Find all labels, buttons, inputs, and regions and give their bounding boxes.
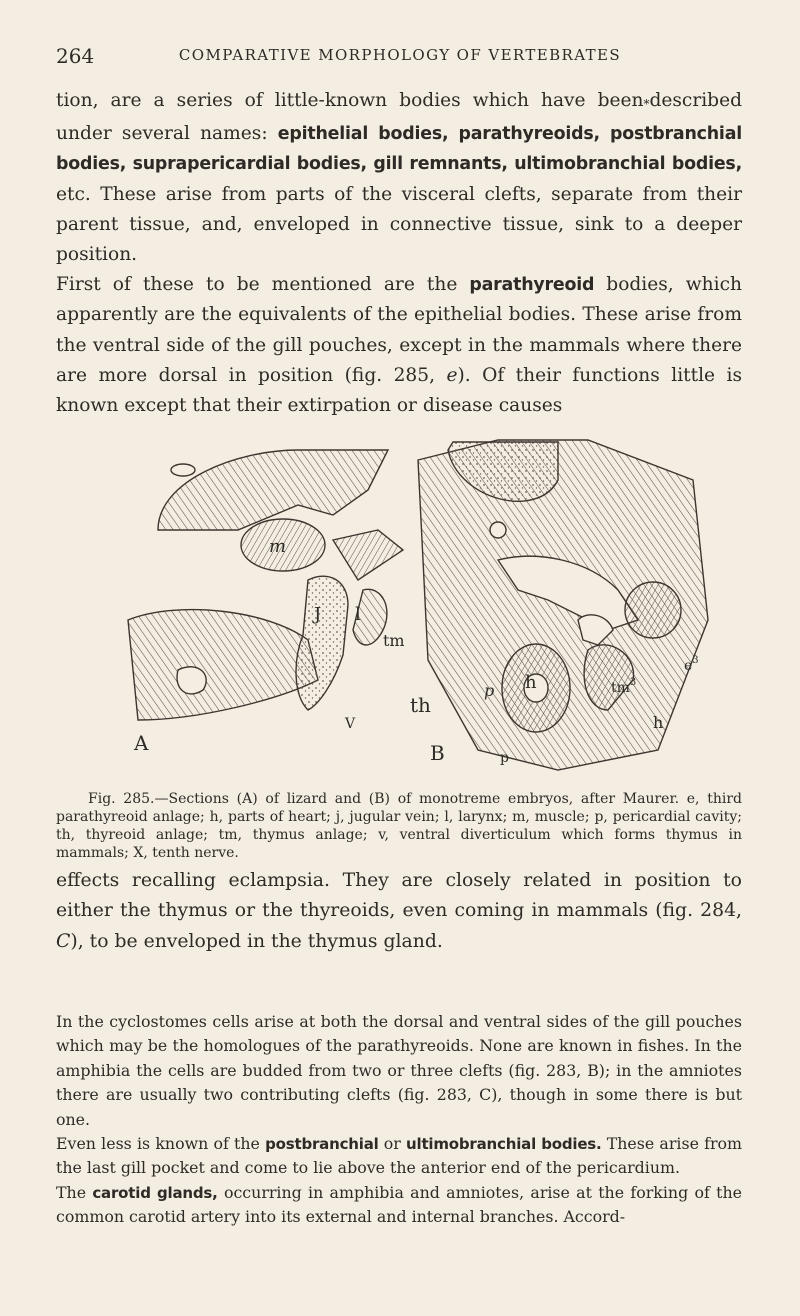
label-a: A	[134, 731, 149, 755]
p5-keyword-2: ultimobranchial bodies.	[406, 1135, 602, 1154]
section-a	[128, 450, 403, 720]
label-j: J	[314, 604, 322, 625]
section-b	[418, 440, 708, 770]
p1-text-a: tion, are a series of little-known bodies which have been	[56, 90, 644, 111]
p3-text-b: ), to be enveloped in the thymus gland.	[70, 930, 443, 952]
caption-text: —Sections (A) of lizard and (B) of monotreme embryos, after Maurer. e, third parathyreoid anlage; h, parts of heart; j, jugular vein; l, larynx; m, muscle; p, pericardial cavity; th, thyreoid anlage; tm, thymus anlage; v, ventral diverticulum which forms thymus in mammals; X, tenth nerve.	[56, 791, 742, 861]
text-block-top	[56, 86, 742, 421]
p6-text-b: occurring in amphibia and amniotes, arise at the forking of the common carotid artery into its external and internal branches. Accord-	[56, 1182, 742, 1227]
label-h-top: h	[525, 672, 537, 693]
p2-text-b: bodies, which apparently are the equivalents of the epithelial bodies. These arise from the ventral side of the gill pouches, except in the mammals where there are more dorsal in position (fig. 285,	[56, 274, 742, 386]
caption-lead: Fig. 285.	[88, 791, 155, 807]
page-header	[0, 44, 800, 68]
label-tm3: $tm^3$	[611, 677, 637, 696]
label-b: B	[430, 741, 445, 765]
p6-text-a: The	[56, 1182, 93, 1202]
p2-text-c: ). Of their functions little is known except that their extirpation or disease causes	[56, 364, 743, 417]
label-l: l	[355, 604, 361, 625]
p5-text-b: These arise from the last gill pocket and come to lie above the anterior end of the pericardium.	[56, 1134, 742, 1178]
p3-fig-ref: C	[56, 930, 71, 952]
label-e3: $e^3$	[684, 655, 699, 674]
p1-text-b: described under several names:	[56, 90, 742, 145]
figure-caption	[56, 790, 742, 862]
paragraph-2	[56, 270, 742, 421]
p6-keyword: carotid glands,	[92, 1183, 218, 1202]
paragraph-3	[56, 866, 742, 957]
page-number: 264	[56, 44, 95, 68]
p2-text-a: First of these to be mentioned are the	[56, 274, 470, 296]
paragraph-6	[56, 1181, 742, 1230]
p5-keyword-1: postbranchial	[265, 1135, 379, 1154]
label-tm: tm	[383, 631, 405, 650]
p2-fig-ref: e	[446, 364, 458, 386]
text-block-middle	[56, 866, 742, 957]
label-m: m	[269, 536, 287, 557]
text-block-bottom	[56, 1010, 742, 1230]
p5-text-a: Even less is known of the	[56, 1134, 266, 1154]
p1-text-c: etc. These arise from parts of the visceral clefts, separate from their parent tissue, and, enveloped in connective tissue, sink to a deeper position.	[56, 183, 742, 266]
running-title: COMPARATIVE MORPHOLOGY OF VERTEBRATES	[178, 46, 622, 64]
paragraph-1	[56, 86, 742, 270]
p5-text-mid: or	[378, 1134, 407, 1154]
p1-keywords: epithelial bodies, parathyreoids, postbranchial bodies, suprapericardial bodies, gill remnants, ultimobranchial bodies,	[56, 124, 742, 175]
label-p-bottom: p	[500, 750, 509, 766]
p1-mark: *	[643, 97, 650, 111]
figure-285	[118, 420, 718, 790]
label-h-right: h	[653, 713, 664, 732]
figure-drawing	[118, 420, 718, 790]
label-v: V	[345, 716, 356, 732]
paragraph-4: In the cyclostomes cells arise at both the dorsal and ventral sides of the gill pouches which may be the homologues of the parathyreoids. None are known in fishes. In the amphibia the cells are budded from two or three clefts (fig. 283, B); in the amniotes there are usually two contributing clefts (fig. 283, C), though in some there is but one.	[56, 1012, 742, 1129]
label-p-top: p	[484, 681, 495, 700]
p3-text-a: effects recalling eclampsia. They are closely related in position to either the thymus or the thyreoids, even coming in mammals (fig. 284,	[56, 870, 742, 922]
label-th: th	[410, 693, 431, 717]
paragraph-5	[56, 1132, 742, 1181]
p2-keyword: parathyreoid	[469, 275, 595, 296]
